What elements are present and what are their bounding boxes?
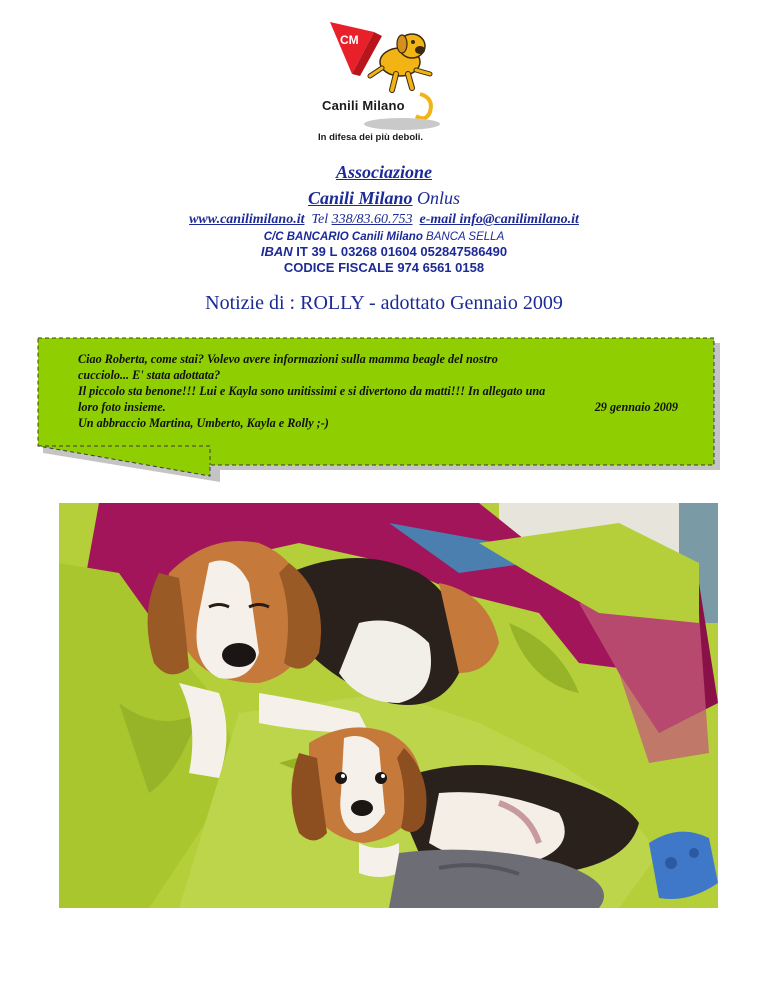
tel-label: Tel xyxy=(311,212,329,227)
message-line: Un abbraccio Martina, Umberto, Kayla e Rolly ;-) xyxy=(78,416,329,430)
iban-label: IBAN xyxy=(260,244,293,259)
beagles-on-blanket-image xyxy=(59,503,718,908)
logo-badge-text: CM xyxy=(340,33,359,47)
message-line: Il piccolo sta benone!!! Lui e Kayla sono unitissimi e si divertono da matti!!! In allegato una xyxy=(78,384,546,398)
fiscal-code: CODICE FISCALE 974 6561 0158 xyxy=(283,260,485,275)
message-line: cucciolo... E' stata adottata? xyxy=(78,368,221,382)
logo-tagline: In difesa dei più deboli. xyxy=(318,132,424,143)
email-link[interactable]: e-mail info@canilimilano.it xyxy=(419,212,579,227)
website-link[interactable]: www.canilimilano.it xyxy=(189,212,305,227)
bank-label: C/C BANCARIO xyxy=(263,231,349,243)
logo xyxy=(312,14,456,152)
page-title: Notizie di : ROLLY - adottato Gennaio 2009 xyxy=(205,292,563,314)
org-name-line xyxy=(0,186,768,210)
message-date: 29 gennaio 2009 xyxy=(594,400,678,414)
org-suffix: Onlus xyxy=(417,188,461,208)
message-text xyxy=(78,351,678,431)
org-name: Canili Milano xyxy=(307,188,413,208)
association-heading: Associazione xyxy=(335,162,432,182)
dogs-photo xyxy=(59,503,718,908)
tel-number: 338/83.60.753 xyxy=(331,212,413,227)
logo-name: Canili Milano xyxy=(322,98,405,113)
bank-holder: Canili Milano xyxy=(351,231,423,243)
bank-name: BANCA SELLA xyxy=(426,231,505,243)
iban-line xyxy=(0,243,768,260)
message-line: Ciao Roberta, come stai? Volevo avere informazioni sulla mamma beagle del nostro xyxy=(78,352,498,366)
contacts-line xyxy=(0,210,768,230)
iban-value: IT 39 L 03268 01604 052847586490 xyxy=(296,244,508,259)
message-line: loro foto insieme. xyxy=(78,400,166,414)
